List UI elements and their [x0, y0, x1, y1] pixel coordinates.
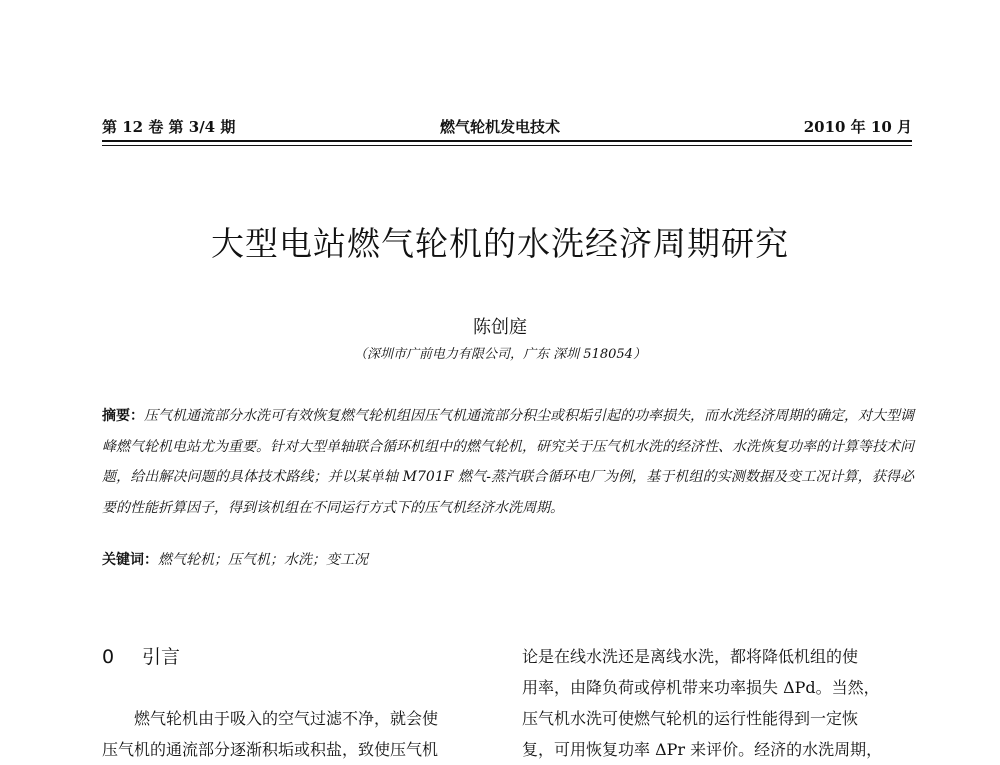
body-right-column [522, 641, 912, 765]
header-volume: 第 12 卷 第 3/4 期 [102, 118, 236, 136]
author-name: 陈创庭 [473, 317, 527, 338]
section-heading [102, 642, 180, 669]
paper-title: 大型电站燃气轮机的水洗经济周期研究 [211, 224, 789, 263]
section-number: 0 [102, 646, 115, 668]
header-rule-thin [102, 145, 912, 146]
keywords [102, 549, 368, 569]
body-line: 复，可用恢复功率 ΔPr 来评价。经济的水洗周期， [522, 740, 883, 759]
abstract-label: 摘要： [102, 408, 144, 424]
body-line: 燃气轮机由于吸入的空气过滤不净，就会使 [134, 709, 439, 728]
body-left-column [102, 703, 486, 765]
abstract-text: 压气机通流部分水洗可有效恢复燃气轮机组因压气机通流部分积尘或积垢引起的功率损失，而水洗经济周期的确定，对大型调峰燃气轮机电站尤为重要。针对大型单轴联合循环机组中的燃气轮机，研究关于压气机水洗的经济性、水洗恢复功率的计算等技术问题，给出解决问题的具体技术路线；并以某单轴 M701F 燃气-蒸汽联合循环电厂为例，基于机组的实测数据及变工况计算，获得必要的性能折算因子，得到该机组在不同运行方式下的压气机经济水洗周期。 [102, 408, 914, 516]
header-rule-thick [102, 140, 912, 142]
body-line: 压气机水洗可使燃气轮机的运行性能得到一定恢 [522, 709, 859, 728]
header-journal: 燃气轮机发电技术 [439, 118, 560, 136]
body-line: 压气机的通流部分逐渐积垢或积盐，致使压气机 [102, 740, 439, 759]
keywords-text: 燃气轮机；压气机；水洗；变工况 [158, 552, 368, 568]
author-affiliation: （深圳市广前电力有限公司，广东 深圳 518054） [354, 347, 646, 362]
header-date: 2010 年 10 月 [803, 118, 912, 136]
keywords-label: 关键词： [102, 552, 158, 568]
body-line: 用率，由降负荷或停机带来功率损失 ΔPd。当然， [522, 678, 880, 697]
body-line: 论是在线水洗还是离线水洗，都将降低机组的使 [522, 647, 859, 666]
abstract [102, 401, 914, 523]
section-title: 引言 [142, 646, 181, 668]
